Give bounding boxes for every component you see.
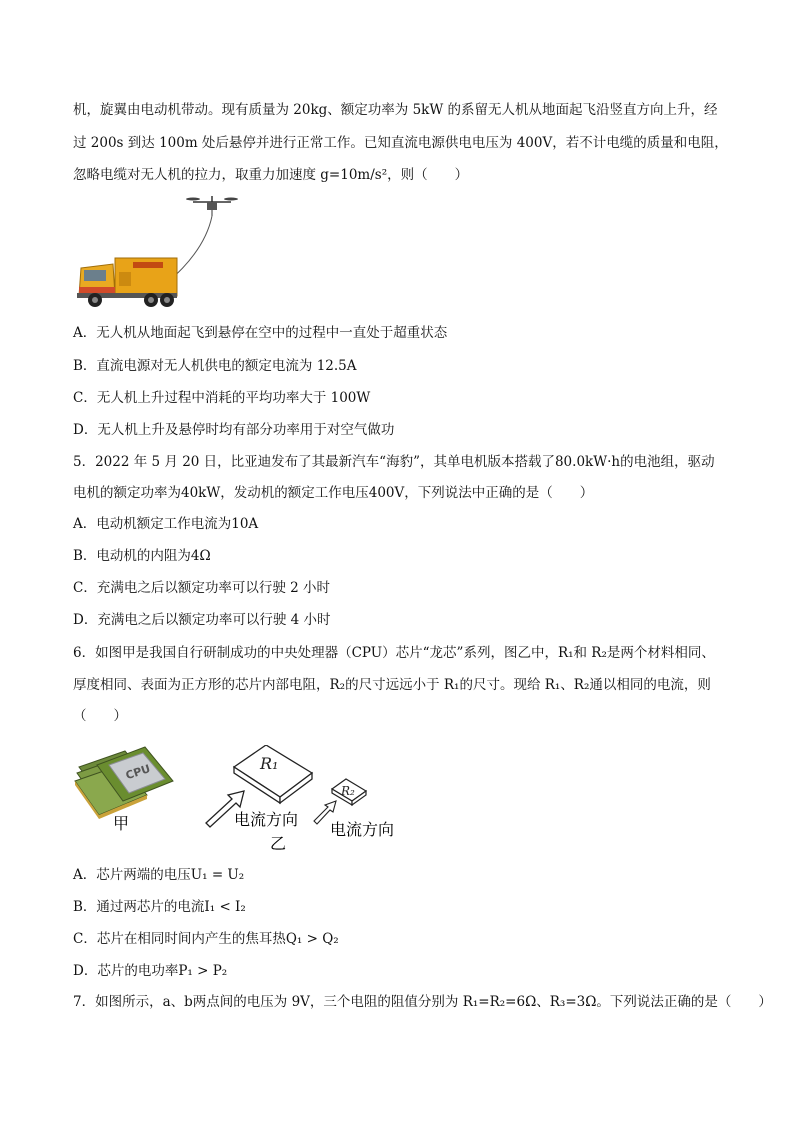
- q4-stem-line-1: 机，旋翼由电动机带动。现有质量为 20kg、额定功率为 5kW 的系留无人机从地面起飞沿竖直方向上升，经: [73, 102, 718, 118]
- r2-chip: [332, 779, 366, 805]
- q5-option-c: C．充满电之后以额定功率可以行驶 2 小时: [73, 580, 331, 596]
- cpu-label: CPU: [124, 762, 152, 783]
- q4-stem-line-3: 忽略电缆对无人机的拉力，取重力加速度 g=10m/s²，则（ ）: [73, 167, 469, 183]
- q6-option-b: B．通过两芯片的电流I₁ < I₂: [73, 899, 246, 915]
- q4-option-a: A．无人机从地面起飞到悬停在空中的过程中一直处于超重状态: [73, 325, 448, 341]
- current-direction-label-2: 电流方向: [330, 820, 395, 839]
- q5-stem-line-2: 电机的额定功率为40kW，发动机的额定工作电压400V，下列说法中正确的是（ ）: [73, 485, 594, 501]
- q5-option-d: D．充满电之后以额定功率可以行驶 4 小时: [73, 612, 331, 628]
- q7-stem: 7．如图所示，a、b两点间的电压为 9V，三个电阻的阻值分别为 R₁=R₂=6Ω、R₃=3Ω。下列说法正确的是（ ）: [73, 994, 772, 1010]
- figure-label-jia: 甲: [112, 814, 130, 832]
- drone-icon: [186, 196, 238, 216]
- q4-option-b: B．直流电源对无人机供电的额定电流为 12.5A: [73, 358, 357, 374]
- q4-option-d: D．无人机上升及悬停时均有部分功率用于对空气做功: [73, 422, 395, 438]
- q5-stem-line-1: 5．2022 年 5 月 20 日，比亚迪发布了其最新汽车“海豹”，其单电机版本搭载了80.0kW·h的电池组，驱动: [73, 454, 715, 470]
- q4-option-c: C．无人机上升过程中消耗的平均功率大于 100W: [73, 390, 371, 406]
- truck-icon: [77, 258, 177, 307]
- q6-option-d: D．芯片的电功率P₁ > P₂: [73, 963, 228, 979]
- q6-stem-line-2: 厚度相同、表面为正方形的芯片内部电阻，R₂的尺寸远远小于 R₁的尺寸。现给 R₁、R₂通以相同的电流，则: [73, 677, 711, 693]
- q6-option-c: C．芯片在相同时间内产生的焦耳热Q₁ > Q₂: [73, 931, 339, 947]
- q5-option-a: A．电动机额定工作电流为10A: [73, 516, 259, 532]
- current-direction-label-1: 电流方向: [234, 810, 299, 829]
- cpu-chip-figure: [73, 737, 183, 832]
- figure-label-yi: 乙: [269, 834, 287, 853]
- q6-stem-line-1: 6．如图甲是我国自行研制成功的中央处理器（CPU）芯片“龙芯”系列，图乙中，R₁和 R₂是两个材料相同、: [73, 645, 715, 661]
- r1-label: R₁: [260, 754, 279, 773]
- r1-chip: [234, 745, 312, 803]
- q5-option-b: B．电动机的内阻为4Ω: [73, 548, 211, 564]
- drone-truck-figure: [73, 190, 283, 315]
- q6-stem-line-3: （ ）: [73, 708, 127, 724]
- cpu-stack-icon: [75, 747, 173, 819]
- resistor-chips-figure: [200, 745, 420, 857]
- q4-stem-line-2: 过 200s 到达 100m 处后悬停并进行正常工作。已知直流电源供电电压为 400V，若不计电缆的质量和电阻，: [73, 135, 728, 151]
- q6-option-a: A．芯片两端的电压U₁ = U₂: [73, 867, 245, 883]
- r2-label: R₂: [341, 784, 355, 798]
